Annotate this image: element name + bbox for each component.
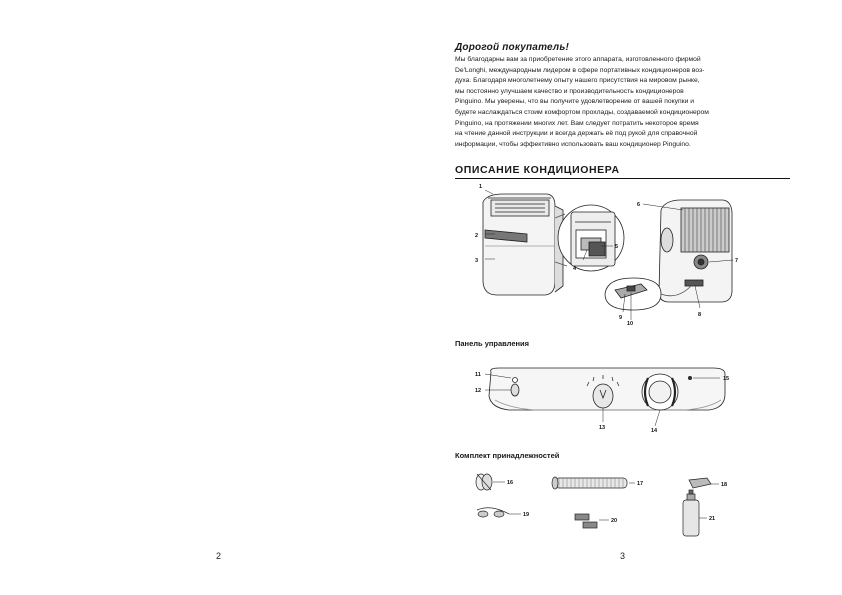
unit-callout-5: 5: [615, 244, 619, 250]
intro-line: Мы благодарны вам за приобретение этого аппарата, изготовленного фирмой: [455, 56, 701, 63]
unit-callout-3: 3: [475, 258, 479, 264]
unit-callout-6: 6: [637, 202, 641, 208]
unit-callout-8: 8: [698, 312, 702, 318]
intro-line: Pinguino, на протяжении многих лет. Вам следует потратить некоторое время: [455, 119, 699, 127]
unit-callout-7: 7: [735, 258, 739, 264]
accessory-callout-19: 19: [523, 512, 530, 518]
control-panel-heading: Панель управления: [455, 339, 530, 348]
unit-illustration: [455, 182, 755, 332]
panel-callout-11: 11: [475, 372, 481, 378]
accessory-callout-16: 16: [507, 480, 514, 486]
unit-callout-9: 9: [619, 315, 623, 321]
accessory-callout-20: 20: [611, 518, 618, 524]
accessories-illustration: [455, 470, 755, 542]
panel-callout-13: 13: [599, 425, 606, 431]
panel-callout-15: 15: [723, 376, 730, 382]
panel-callout-12: 12: [475, 388, 482, 394]
unit-callout-1: 1: [479, 184, 483, 190]
unit-callout-10: 10: [627, 321, 634, 327]
page-number-left: 2: [216, 551, 222, 561]
intro-paragraph: [455, 55, 789, 150]
intro-line: Pinguino. Мы уверены, что вы получите удовлетворение от вашей покупки и: [455, 98, 695, 106]
intro-line: духа. Благодаря многолетнему опыту нашего присутствия на мировом рынке,: [455, 77, 700, 85]
section-title: ОПИСАНИЕ КОНДИЦИОНЕРА: [455, 164, 620, 176]
accessory-callout-18: 18: [721, 482, 728, 488]
unit-callout-2: 2: [475, 233, 479, 239]
section-title-rule: [455, 178, 790, 179]
panel-callout-14: 14: [651, 428, 658, 434]
intro-line: мы постоянно улучшаем качество и производительность кондиционеров: [455, 87, 684, 95]
intro-line: De'Longhi, международным лидером в сфере портативных кондиционеров воз-: [455, 66, 705, 74]
greeting-heading: Дорогой покупатель!: [455, 42, 570, 53]
intro-line: на чтение данной инструкции и всегда держать её под рукой для справочной: [455, 130, 698, 138]
intro-line: будете наслаждаться стоим комфортом прохлады, создаваемой кондиционером: [455, 108, 709, 116]
intro-line: информации, чтобы эффективно использовать ваш кондиционер Pinguino.: [455, 140, 691, 148]
accessory-callout-17: 17: [637, 481, 644, 487]
accessory-callout-21: 21: [709, 516, 716, 522]
page-number-right: 3: [620, 551, 626, 561]
accessories-heading: Комплект принадлежностей: [455, 451, 560, 460]
control-panel-illustration: [455, 360, 755, 440]
unit-callout-4: 4: [573, 266, 577, 272]
